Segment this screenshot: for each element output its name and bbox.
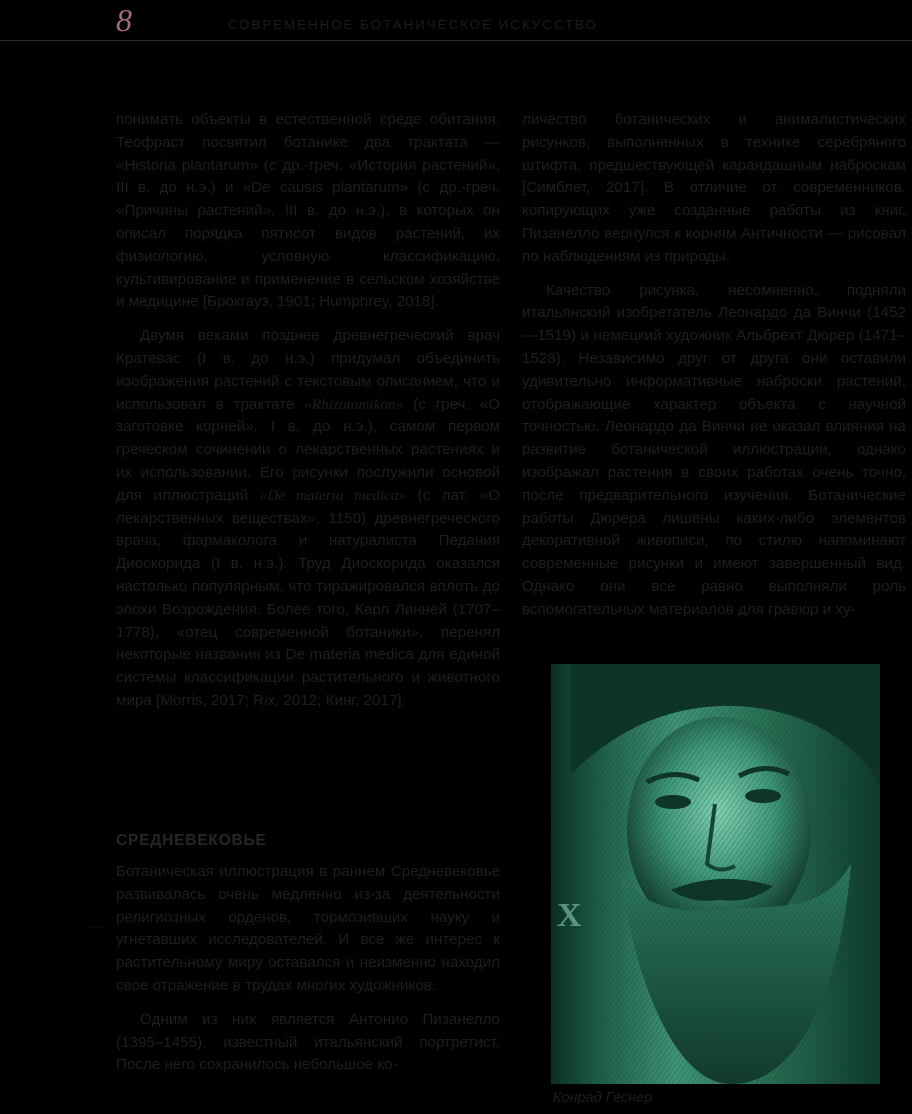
portrait-engraving bbox=[551, 664, 880, 1084]
section-body bbox=[116, 861, 500, 1077]
page-number: 8 bbox=[116, 2, 132, 38]
figure-caption: Конрад Геснер bbox=[553, 1090, 653, 1106]
p2-text-before: Двумя веками позднее древнегреческий врач Кратевас (I в. до н.э.) придумал объединить изображения растений с текстовым описанием, что и использовал в трактате bbox=[116, 327, 500, 413]
background-lettering: X bbox=[557, 897, 582, 934]
gesner-portrait-image bbox=[551, 664, 880, 1084]
margin-mark: ... bbox=[90, 915, 102, 931]
left-column bbox=[116, 109, 500, 713]
right-paragraph-2: Качество рисунка, несомненно, подняли итальянский изобретатель Леонардо да Винчи (1452—1519) и немецкий художник Альбрехт Дюрер (1471–1528). Независимо друг от друга они оставили удивительно информативные наброски растений, отображающие характер объекта с научной точностью. Леонардо да Винчи не оказал влияния на развитие ботанической иллюстрации, однако изображал растения в своих работах очень точно, после предварительного изучения. Ботанические работы Дюрера лишены каких-либо элементов декоративной живописи, по стилю напоминают современные рисунки и имеют завершенный вид. Однако они все равно выполняли роль вспомогательных материалов для гравюр и ху- bbox=[522, 281, 906, 618]
section-paragraph-1: Ботаническая иллюстрация в раннем Средневековье развивалась очень медленно из-за деятельности религиозных орденов, тормозивших науку и угнетавших исследователей. И все же интерес к растительному миру оставался и неизменно находил свое отражение в трудах многих художников. bbox=[116, 863, 500, 994]
right-column bbox=[522, 109, 906, 622]
p2-text-mid: (с греч. «О заготовке корней», I в. до н.э.), самом первом греческом сочинении о лекарственных растениях и их использовании. Его рисунки послужили основой для иллюстраций bbox=[116, 395, 500, 504]
left-paragraph-1: понимать объекты в естественной среде обитания. Теофраст посвятил ботанике два трактата — «Historia plantarum» (с др.-греч. «История растений», III в. до н.э.) и «De causis plantarum» (с др.-греч. «Причины растений», III в. до н.э.), в которых он описал порядка пятисот видов растений, их физиологию, условную классификацию, культивирование и применение в сельском хозяйстве и медицине [Брокгауз, 1901; Humphrey, 2018]. bbox=[116, 111, 500, 311]
section-heading: СРЕДНЕВЕКОВЬЕ bbox=[116, 832, 267, 849]
section-paragraph-2: Одним из них является Антонио Пизанелло (1395–1455), известный итальянский портретист. После него сохранилось небольшое ко- bbox=[116, 1010, 500, 1074]
page-header bbox=[0, 0, 912, 41]
right-paragraph-1: личество ботанических и анималистических рисунков, выполненных в технике серебряного штифта, предшествующей карандашным наброскам [Симблет, 2017]. В отличие от современников, копирующих уже созданные работы из книг, Пизанелло вернулся к корням Античности — рисовал по наблюдениям из природы. bbox=[522, 111, 906, 265]
running-title: СОВРЕМЕННОЕ БОТАНИЧЕСКОЕ ИСКУССТВО bbox=[228, 17, 598, 32]
p2-text-after: (с лат. «О лекарственных веществах», 1150) древнегреческого врача, фармаколога и натуралиста Педания Диоскорида (I в. н.э.). Труд Диоскорида оказался настолько популярным, что тиражировался вплоть до эпохи Возрождения. Более того, Карл Линней (1707–1778), «отец современной ботаники», перенял некоторые названия из De materia medica для единой системы классификации растительного и животного мира [Morris, 2017; Rix, 2012; Кинг, 2017]. bbox=[116, 486, 501, 709]
left-paragraph-2 bbox=[116, 325, 500, 713]
materia-medica-title: «De materia medica» bbox=[259, 486, 406, 504]
rhizotomikon-title: «Rhizotomikon» bbox=[304, 395, 404, 413]
